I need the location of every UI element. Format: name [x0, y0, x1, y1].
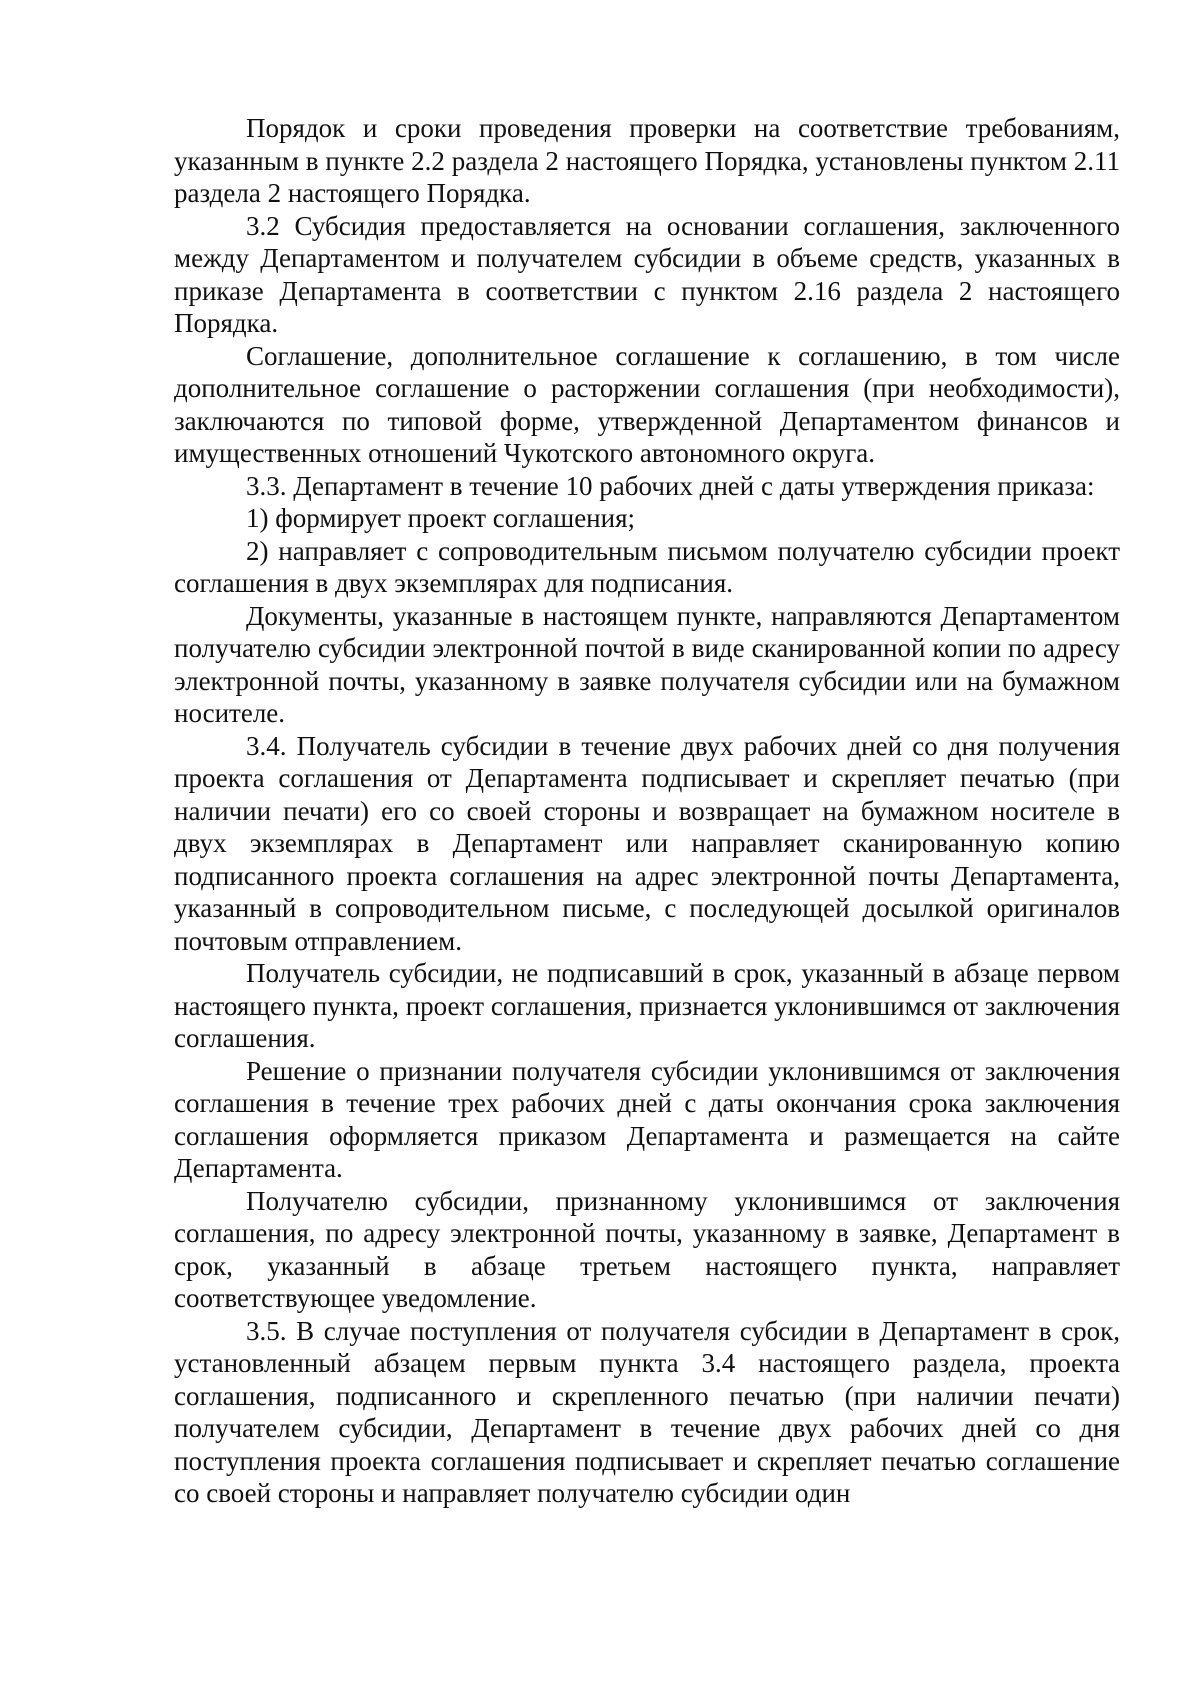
paragraph-3-3: 3.3. Департамент в течение 10 рабочих дней с даты утверждения приказа:: [246, 470, 1095, 501]
paragraph-3-5: 3.5. В случае поступления от получателя субсидии в Департамент в срок, установленный абзацем первым пункта 3.4 настоящего раздела, проекта соглашения, подписанного и скрепленного печатью (при наличии печати) получателем субсидии, Департамент в течение двух рабочих дней со дня поступления проекта соглашения подписывает и скрепляет печатью соглашение со своей стороны и направляет получателю субсидии один: [174, 1315, 1120, 1508]
paragraph-3-2: 3.2 Субсидия предоставляется на основании соглашения, заключенного между Департаментом и получателем субсидии в объеме средств, указанных в приказе Департамента в соответствии с пунктом 2.16 раздела 2 настоящего Порядка.: [174, 210, 1120, 338]
paragraph-3-3-item-2: 2) направляет с сопроводительным письмом получателю субсидии проект соглашения в двух экземплярах для подписания.: [174, 535, 1120, 598]
paragraph-3-4: 3.4. Получатель субсидии в течение двух рабочих дней со дня получения проекта соглашения от Департамента подписывает и скрепляет печатью (при наличии печати) его со своей стороны и возвращает на бумажном носителе в двух экземплярах в Департамент или направляет сканированную копию подписанного проекта соглашения на адрес электронной почты Департамента, указанный в сопроводительном письме, с последующей досылкой оригиналов почтовым отправлением.: [174, 730, 1120, 956]
paragraph-agreement-form: Соглашение, дополнительное соглашение к соглашению, в том числе дополнительное соглашение о расторжении соглашения (при необходимости), заключаются по типовой форме, утвержденной Департаментом финансов и имущественных отношений Чукотского автономного округа.: [174, 340, 1120, 468]
paragraph-verification-terms: Порядок и сроки проведения проверки на соответствие требованиям, указанным в пункте 2.2 раздела 2 настоящего Порядка, установлены пунктом 2.11 раздела 2 настоящего Порядка.: [174, 113, 1120, 208]
paragraph-documents-sending: Документы, указанные в настоящем пункте, направляются Департаментом получателю субсидии электронной почтой в виде сканированной копии по адресу электронной почты, указанному в заявке получателя субсидии или на бумажном носителе.: [174, 600, 1120, 728]
paragraph-evasion: Получатель субсидии, не подписавший в срок, указанный в абзаце первом настоящего пункта, проект соглашения, признается уклонившимся от заключения соглашения.: [174, 958, 1120, 1053]
paragraph-evasion-decision: Решение о признании получателя субсидии уклонившимся от заключения соглашения в течение трех рабочих дней с даты окончания срока заключения соглашения оформляется приказом Департамента и размещается на сайте Департамента.: [174, 1055, 1120, 1183]
document-body: [174, 112, 1120, 1510]
paragraph-3-3-item-1: 1) формирует проект соглашения;: [246, 503, 635, 533]
paragraph-notification: Получателю субсидии, признанному уклонившимся от заключения соглашения, по адресу электронной почты, указанному в заявке, Департамент в срок, указанный в абзаце третьем настоящего пункта, направляет соответствующее уведомление.: [174, 1185, 1120, 1313]
